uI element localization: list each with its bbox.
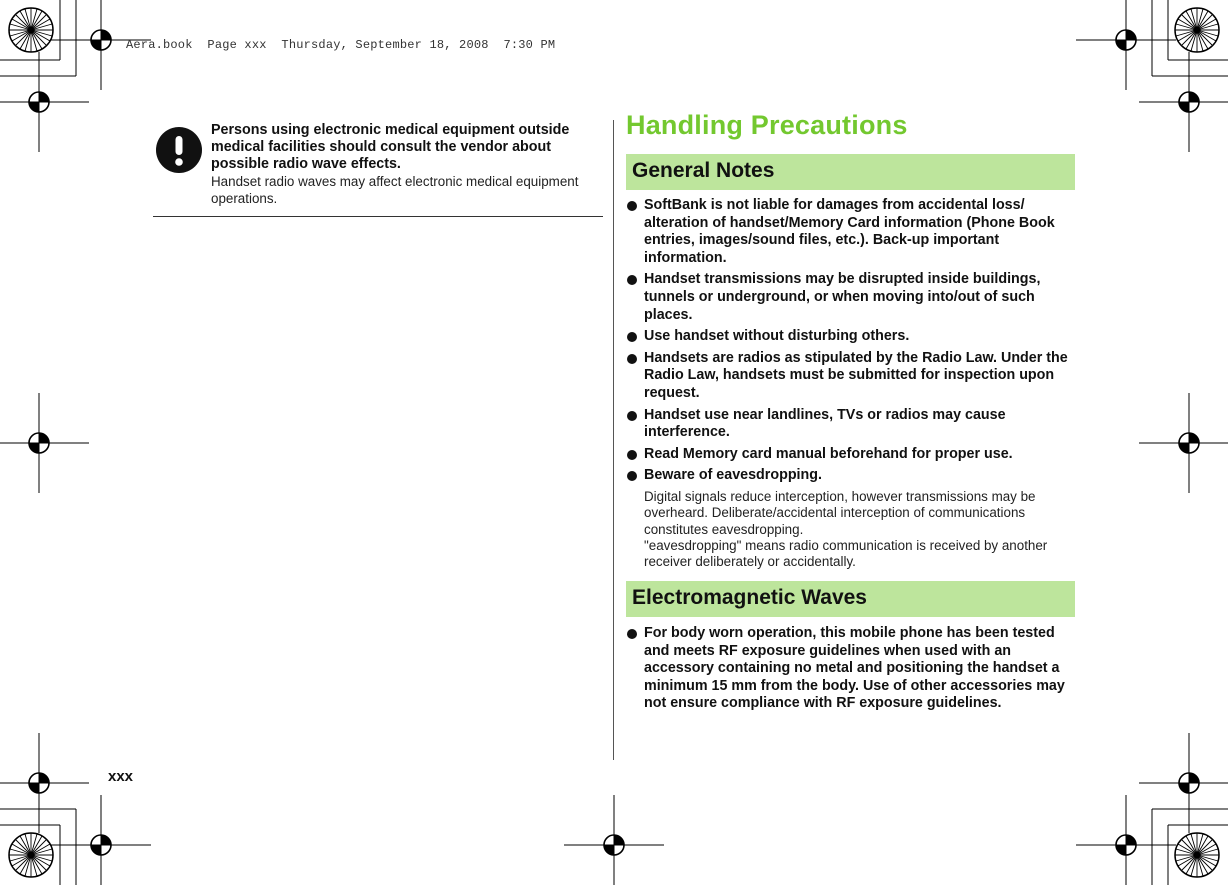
column-divider: [613, 120, 614, 760]
warning-title: Persons using electronic medical equipment outside medical facilities should consult the vendor about possible radio wave effects.: [211, 122, 570, 172]
warning-body: Handset radio waves may affect electronic medical equipment operations.: [211, 174, 579, 206]
list-item-eavesdropping: [626, 467, 1076, 570]
print-header: Aera.book Page xxx Thursday, September 18, 2008 7:30 PM: [126, 38, 556, 52]
general-notes-list: [626, 197, 1076, 574]
warning-divider: [153, 216, 603, 217]
list-item: Read Memory card manual beforehand for proper use.: [626, 446, 1076, 464]
list-item: Handsets are radios as stipulated by the Radio Law. Under the Radio Law, handsets must be submitted for inspection upon request.: [626, 350, 1076, 403]
list-item: SoftBank is not liable for damages from accidental loss/ alteration of handset/Memory Card information (Phone Book entries, images/sound files, etc.). Back-up important information.: [626, 197, 1076, 267]
list-item: Handset transmissions may be disrupted inside buildings, tunnels or underground, or when moving into/out of such places.: [626, 271, 1076, 324]
eavesdropping-note: [644, 489, 1076, 570]
section-heading-general-notes: General Notes: [626, 154, 1075, 190]
section-heading-electromagnetic-waves: Electromagnetic Waves: [626, 581, 1075, 617]
electromagnetic-list: [626, 625, 1076, 717]
list-item: Handset use near landlines, TVs or radios may cause interference.: [626, 407, 1076, 442]
eavesdropping-note-2: "eavesdropping" means radio communication is received by another receiver deliberately or accidentally.: [644, 537, 1048, 570]
list-item-label: Beware of eavesdropping.: [644, 467, 822, 484]
list-item: Use handset without disturbing others.: [626, 328, 1076, 346]
page-title: Handling Precautions: [626, 110, 908, 140]
eavesdropping-note-1: Digital signals reduce interception, however transmissions may be overheard. Deliberate/accidental interception of communications constitutes eavesdropping.: [644, 488, 1036, 537]
list-item: For body worn operation, this mobile phone has been tested and meets RF exposure guidelines when used with an accessory containing no metal and positioning the handset a minimum 15 mm from the body. Use of other accessories may not ensure compliance with RF exposure guidelines.: [626, 625, 1076, 713]
exclamation-icon: [156, 127, 202, 173]
page-number: xxx: [108, 768, 134, 785]
